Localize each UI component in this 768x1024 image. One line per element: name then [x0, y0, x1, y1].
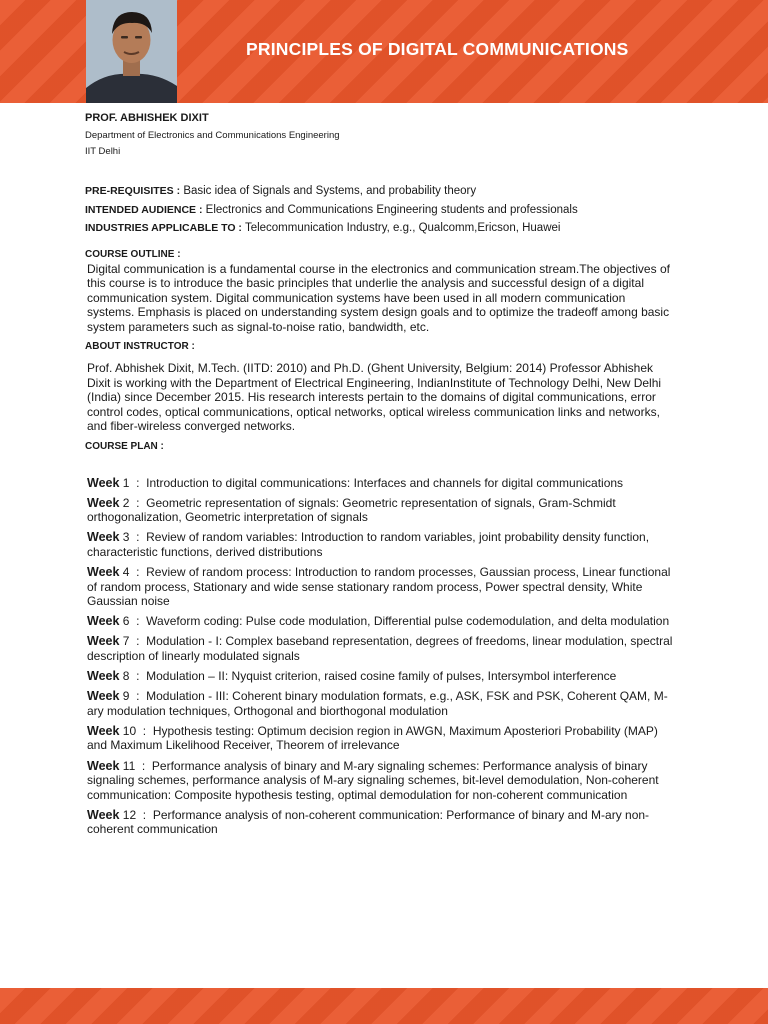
- week-separator: :: [129, 530, 147, 545]
- week-separator: :: [129, 634, 147, 649]
- about-instructor-heading: ABOUT INSTRUCTOR :: [85, 341, 195, 352]
- course-outline-text: Digital communication is a fundamental course in the electronics and communication stream.The objectives of this course is to introduce the basic principles that underlie the analysis and successful design of a digital communication system. Digital communication systems have been used in all modern communication systems. Emphasis is placed on understanding system design goals and to optimize the tradeoff among basic system parameters such as signal-to-noise ratio, bandwidth, etc.: [87, 261, 670, 334]
- week-separator: :: [129, 689, 147, 704]
- week-label: Week: [87, 669, 120, 684]
- week-number: 4: [122, 564, 130, 579]
- course-plan-week: [87, 634, 675, 663]
- week-topic: Modulation - III: Coherent binary modulation formats, e.g., ASK, FSK and PSK, Coherent QAM, M-ary modulation techniques, Orthogonal and biorthogonal modulation: [87, 689, 668, 718]
- course-plan-week: [87, 496, 675, 525]
- audience-value: Electronics and Communications Engineering students and professionals: [205, 203, 578, 216]
- week-number: 8: [122, 669, 130, 684]
- course-plan-week: [87, 476, 675, 491]
- week-number: 3: [122, 530, 130, 545]
- week-number: 11: [122, 758, 136, 773]
- week-label: Week: [87, 634, 120, 649]
- week-topic: Modulation – II: Nyquist criterion, raised cosine family of pulses, Intersymbol interference: [146, 669, 617, 684]
- week-number: 6: [122, 614, 130, 629]
- week-topic: Performance analysis of non-coherent communication: Performance of binary and M-ary non-coherent communication: [87, 807, 650, 837]
- week-separator: :: [129, 475, 147, 490]
- industries-value: Telecommunication Industry, e.g., Qualcomm,Ericson, Huawei: [244, 222, 561, 234]
- course-plan-week: [87, 808, 675, 837]
- page-title: PRINCIPLES OF DIGITAL COMMUNICATIONS: [246, 39, 629, 59]
- course-plan-week: [87, 614, 675, 629]
- week-topic: Review of random variables: Introduction to random variables, joint probability density function, characteristic functions, derived distributions: [87, 530, 650, 559]
- industries-label: INDUSTRIES APPLICABLE TO :: [85, 222, 242, 234]
- week-number: 12: [122, 807, 137, 822]
- instructor-department: Department of Electronics and Communications Engineering: [85, 130, 340, 141]
- week-number: 10: [122, 723, 137, 738]
- week-topic: Waveform coding: Pulse code modulation, Differential pulse codemodulation, and delta modulation: [146, 614, 670, 629]
- week-label: Week: [87, 614, 120, 629]
- footer-banner: [0, 988, 768, 1024]
- week-separator: :: [129, 669, 147, 684]
- week-topic: Hypothesis testing: Optimum decision region in AWGN, Maximum Aposteriori Probability (MAP) and Maximum Likelihood Receiver, Theorem of irrelevance: [87, 723, 658, 753]
- week-separator: :: [129, 564, 147, 579]
- header-banner: [0, 0, 768, 103]
- week-number: 9: [122, 689, 130, 704]
- week-label: Week: [87, 758, 120, 773]
- week-number: 1: [122, 475, 130, 490]
- document-body: [85, 112, 675, 842]
- week-topic: Review of random process: Introduction to random processes, Gaussian process, Linear functional of random process, Stationary and wide sense stationary random process, Power spectral density, White Gaussian noise: [87, 564, 671, 609]
- week-separator: :: [136, 807, 153, 822]
- instructor-institute: IIT Delhi: [85, 146, 121, 157]
- week-label: Week: [87, 495, 120, 510]
- course-plan-week: [87, 669, 675, 684]
- prerequisites-value: Basic idea of Signals and Systems, and probability theory: [183, 185, 477, 197]
- person-portrait-icon: [86, 0, 177, 103]
- week-label: Week: [87, 689, 120, 704]
- prerequisites-row: [85, 182, 675, 201]
- week-label: Week: [87, 723, 120, 738]
- week-label: Week: [87, 807, 120, 822]
- week-separator: :: [135, 758, 152, 773]
- instructor-name: PROF. ABHISHEK DIXIT: [85, 112, 209, 124]
- week-number: 2: [122, 495, 130, 510]
- week-number: 7: [122, 634, 130, 649]
- week-topic: Modulation - I: Complex baseband representation, degrees of freedoms, linear modulation, spectral description of linearly modulated signals: [87, 634, 673, 663]
- week-separator: :: [136, 723, 153, 738]
- week-topic: Performance analysis of binary and M-ary signaling schemes: Performance analysis of binary signaling schemes, performance analysis of M-ary signaling schemes, bit-level demodulation, Non-coherent communication: Composite hypothesis testing, optimal demodulation for non-coherent communication: [87, 758, 659, 802]
- course-plan-week: [87, 724, 675, 753]
- audience-label: INTENDED AUDIENCE :: [85, 203, 203, 216]
- instructor-photo: [86, 0, 177, 103]
- prerequisites-label: PRE-REQUISITES :: [85, 185, 181, 197]
- week-separator: :: [129, 614, 147, 629]
- about-instructor-text: Prof. Abhishek Dixit, M.Tech. (IITD: 2010) and Ph.D. (Ghent University, Belgium: 2014) Professor Abhishek Dixit is working with the Department of Electrical Engineering, IndianInstitute of Technology Delhi, New Delhi (India) since December 2015. His research interests pertain to the domains of digital communications, error control codes, optical communications, optical networks, optical wireless communication links and networks, and fiber-wireless converged networks.: [87, 361, 662, 433]
- course-plan-week: [87, 565, 675, 609]
- course-plan-week: [87, 530, 675, 559]
- week-separator: :: [129, 495, 147, 510]
- course-outline-heading: COURSE OUTLINE :: [85, 248, 181, 260]
- week-label: Week: [87, 475, 120, 490]
- course-plan-list: [85, 476, 675, 837]
- week-label: Week: [87, 530, 120, 545]
- course-plan-week: [87, 759, 675, 803]
- course-plan-heading: COURSE PLAN :: [85, 440, 164, 452]
- week-label: Week: [87, 564, 120, 579]
- audience-row: [85, 201, 675, 220]
- week-topic: Introduction to digital communications: Interfaces and channels for digital communications: [146, 475, 624, 490]
- course-plan-week: [87, 689, 675, 718]
- course-meta: [85, 182, 675, 238]
- week-topic: Geometric representation of signals: Geometric representation of signals, Gram-Schmidt orthogonalization, Geometric interpretation of signals: [87, 495, 616, 525]
- industries-row: [85, 219, 675, 238]
